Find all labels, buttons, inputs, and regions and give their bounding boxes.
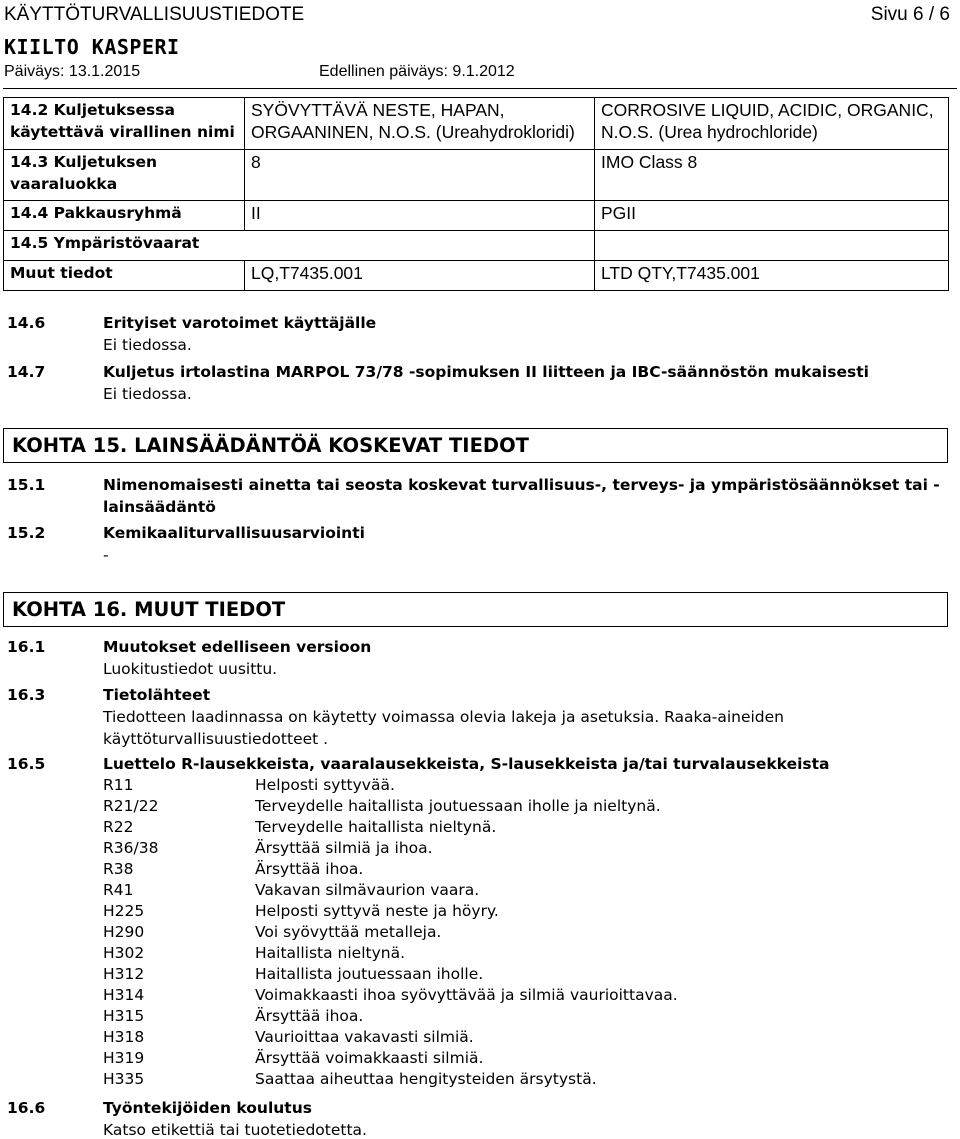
section-text: -	[103, 546, 109, 564]
phrase-text: Haitallista joutuessaan iholle.	[255, 965, 484, 983]
phrase-code: R22	[103, 818, 134, 836]
section-title: Työntekijöiden koulutus	[103, 1099, 312, 1117]
section-text: Ei tiedossa.	[103, 336, 192, 354]
phrase-code: H290	[103, 923, 145, 941]
phrase-text: Ärsyttää silmiä ja ihoa.	[255, 839, 433, 857]
phrase-text: Vaurioittaa vakavasti silmiä.	[255, 1028, 474, 1046]
row-value-fi: SYÖVYTTÄVÄ NESTE, HAPAN, ORGAANINEN, N.O.S. (Ureahydrokloridi)	[245, 98, 595, 150]
phrase-code: H302	[103, 944, 145, 962]
section-text: Tiedotteen laadinnassa on käytetty voimassa olevia lakeja ja asetuksia. Raaka-aineiden	[103, 708, 784, 726]
section-title: Erityiset varotoimet käyttäjälle	[103, 314, 377, 332]
section-title-continued: lainsäädäntö	[103, 498, 216, 516]
phrase-code: H318	[103, 1028, 145, 1046]
phrase-code: H314	[103, 986, 145, 1004]
phrase-text: Haitallista nieltynä.	[255, 944, 406, 962]
phrase-code: H335	[103, 1070, 145, 1088]
row-value-en: LTD QTY,T7435.001	[595, 261, 949, 291]
phrase-text: Saattaa aiheuttaa hengitysteiden ärsytystä.	[255, 1070, 597, 1088]
section-number: 16.5	[7, 755, 46, 773]
phrase-text: Ärsyttää voimakkaasti silmiä.	[255, 1049, 484, 1067]
section-number: 15.1	[7, 476, 46, 494]
row-value-en: IMO Class 8	[595, 150, 949, 201]
section-number: 16.6	[7, 1099, 46, 1117]
row-label: 14.5 Ympäristövaarat	[4, 231, 595, 261]
section-number: 14.6	[7, 314, 46, 332]
row-value-fi: 8	[245, 150, 595, 201]
transport-table	[3, 97, 949, 291]
section-title: Luettelo R-lausekkeista, vaaralausekkeista, S-lausekkeista ja/tai turvalausekkeista	[103, 755, 830, 773]
phrase-code: H312	[103, 965, 145, 983]
section-text: Ei tiedossa.	[103, 385, 192, 403]
section-number: 15.2	[7, 524, 46, 542]
row-value-en	[595, 231, 949, 261]
section-number: 14.7	[7, 363, 46, 381]
document-title: KÄYTTÖTURVALLISUUSTIEDOTE	[4, 4, 305, 25]
table-row	[4, 98, 949, 150]
row-value-fi: LQ,T7435.001	[245, 261, 595, 291]
company-name: KIILTO KASPERI	[4, 35, 180, 59]
phrase-code: H319	[103, 1049, 145, 1067]
row-value-en: PGII	[595, 201, 949, 231]
phrase-code: R21/22	[103, 797, 159, 815]
phrase-code: H225	[103, 902, 145, 920]
phrase-text: Helposti syttyvää.	[255, 776, 395, 794]
phrase-text: Voi syövyttää metalleja.	[255, 923, 442, 941]
table-row	[4, 201, 949, 231]
section-title: Kemikaaliturvallisuusarviointi	[103, 524, 365, 542]
section-text: Katso etikettiä tai tuotetiedotetta.	[103, 1121, 367, 1139]
row-label: Muut tiedot	[4, 261, 245, 291]
section-text-continued: käyttöturvallisuustiedotteet .	[103, 730, 329, 748]
phrase-text: Ärsyttää ihoa.	[255, 1007, 364, 1025]
header-divider	[3, 88, 957, 89]
table-row	[4, 231, 949, 261]
section-text: Luokitustiedot uusittu.	[103, 660, 278, 678]
row-label: 14.4 Pakkausryhmä	[4, 201, 245, 231]
page-number: Sivu 6 / 6	[870, 4, 950, 25]
row-label: 14.3 Kuljetuksen vaaraluokka	[4, 150, 245, 201]
phrase-text: Terveydelle haitallista joutuessaan iholle ja nieltynä.	[255, 797, 661, 815]
phrase-text: Vakavan silmävaurion vaara.	[255, 881, 480, 899]
section-title: Muutokset edelliseen versioon	[103, 638, 372, 656]
row-value-en: CORROSIVE LIQUID, ACIDIC, ORGANIC, N.O.S. (Urea hydrochloride)	[595, 98, 949, 150]
phrase-text: Voimakkaasti ihoa syövyttävää ja silmiä vaurioittavaa.	[255, 986, 678, 1004]
phrase-code: R38	[103, 860, 134, 878]
phrase-code: H315	[103, 1007, 145, 1025]
row-value-fi: II	[245, 201, 595, 231]
section-16-heading: KOHTA 16. MUUT TIEDOT	[3, 592, 948, 627]
section-15-heading: KOHTA 15. LAINSÄÄDÄNTÖÄ KOSKEVAT TIEDOT	[3, 428, 948, 463]
section-title: Tietolähteet	[103, 686, 211, 704]
section-title: Nimenomaisesti ainetta tai seosta koskevat turvallisuus-, terveys- ja ympäristösäännökset tai -	[103, 476, 940, 494]
issue-date: Päiväys: 13.1.2015	[4, 63, 141, 80]
previous-date: Edellinen päiväys: 9.1.2012	[319, 63, 515, 80]
phrase-code: R41	[103, 881, 134, 899]
table-row	[4, 261, 949, 291]
row-label: 14.2 Kuljetuksessa käytettävä virallinen nimi	[4, 98, 245, 150]
phrase-code: R11	[103, 776, 134, 794]
table-row	[4, 150, 949, 201]
section-title: Kuljetus irtolastina MARPOL 73/78 -sopimuksen II liitteen ja IBC-säännöstön mukaisesti	[103, 363, 869, 381]
phrase-text: Ärsyttää ihoa.	[255, 860, 364, 878]
phrase-text: Terveydelle haitallista nieltynä.	[255, 818, 497, 836]
section-number: 16.1	[7, 638, 46, 656]
section-number: 16.3	[7, 686, 46, 704]
phrase-text: Helposti syttyvä neste ja höyry.	[255, 902, 499, 920]
phrase-code: R36/38	[103, 839, 159, 857]
